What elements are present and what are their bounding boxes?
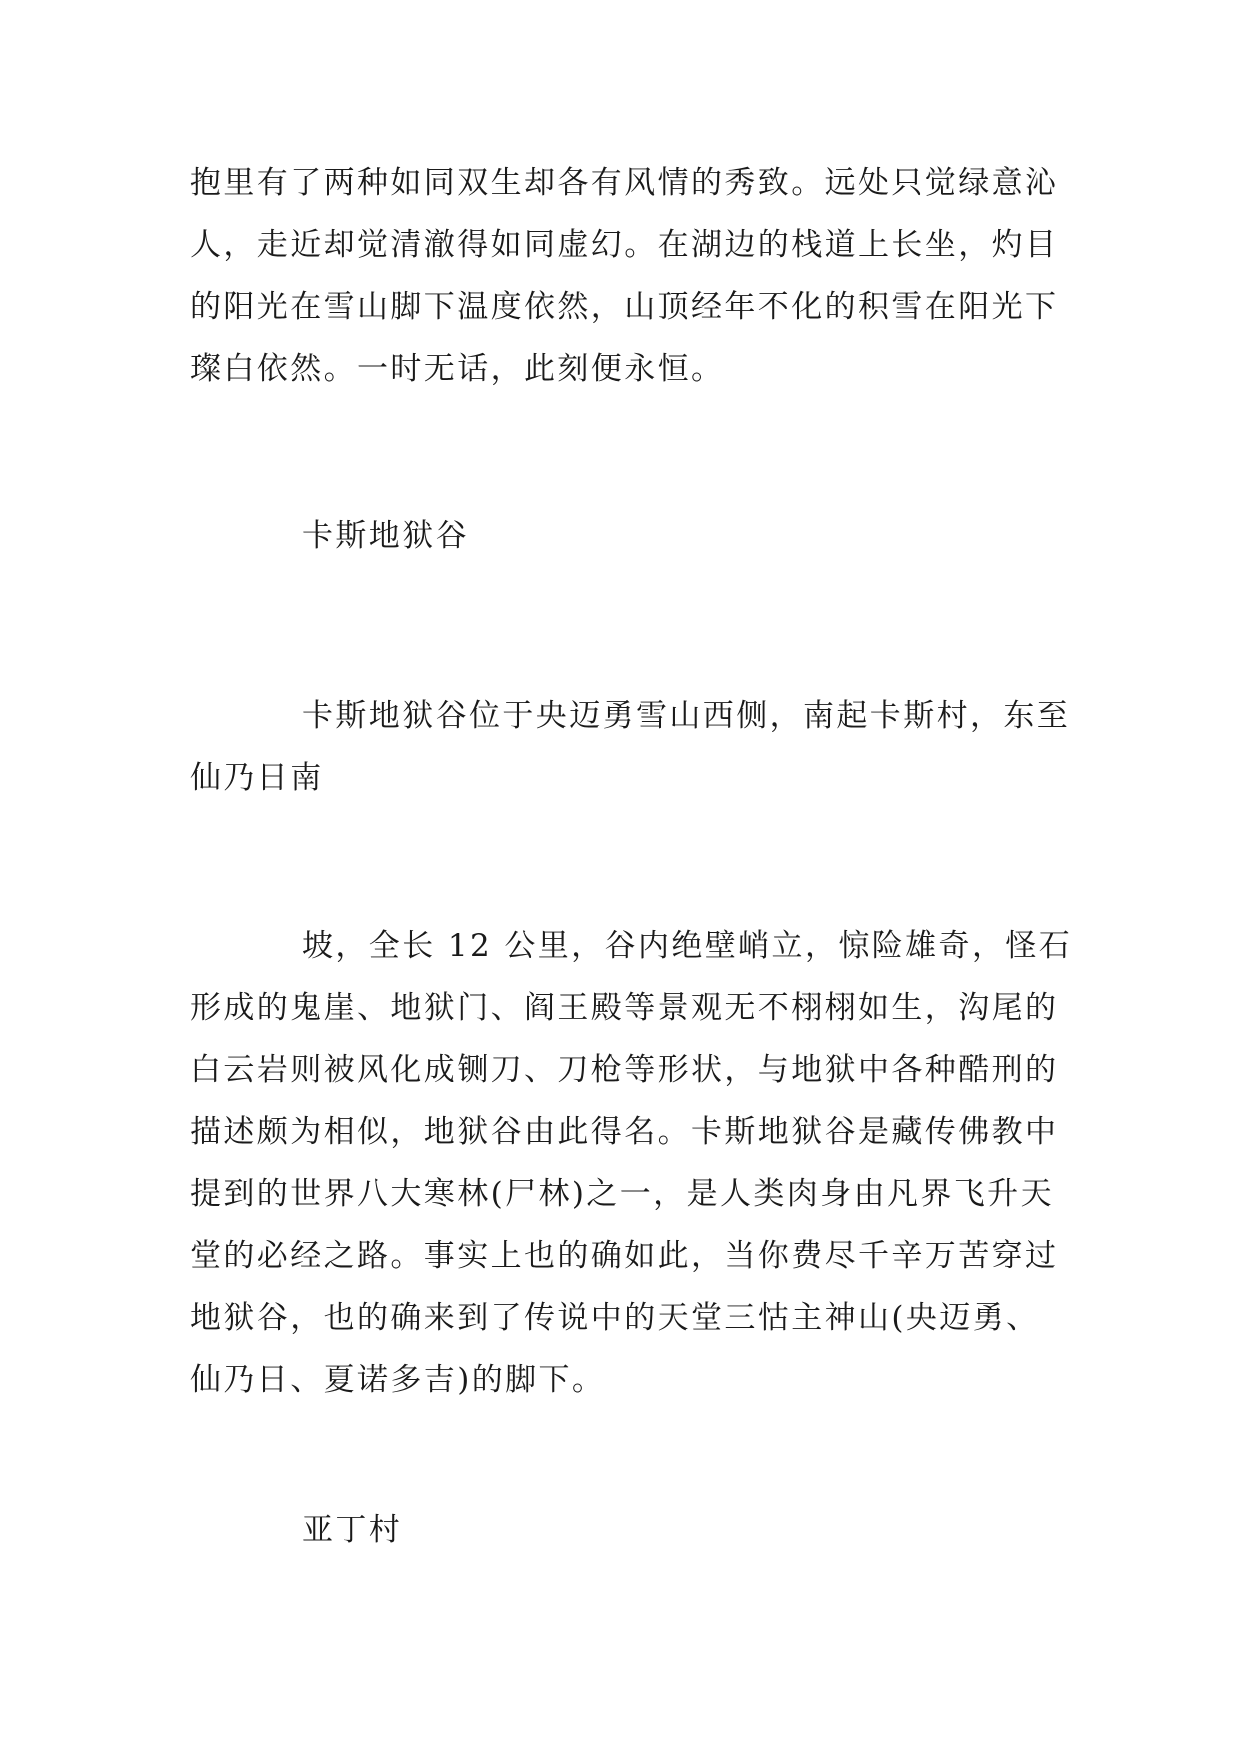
paragraph-kasi-location xyxy=(190,685,1071,809)
paragraph-continued xyxy=(190,152,1059,400)
text-line: 坡，全长 12 公里，谷内绝壁峭立，惊险雄奇，怪石 xyxy=(302,928,1073,964)
text-line: 璨白依然。一时无话，此刻便永恒。 xyxy=(190,351,725,387)
text-line: 的阳光在雪山脚下温度依然，山顶经年不化的积雪在阳光下 xyxy=(190,289,1059,325)
heading-text: 卡斯地狱谷 xyxy=(302,518,469,554)
heading-text: 亚丁村 xyxy=(302,1512,403,1548)
text-line: 地狱谷，也的确来到了传说中的天堂三怙主神山(央迈勇、 xyxy=(190,1300,1040,1336)
section-heading-yading-village xyxy=(190,1499,1052,1561)
text-line: 卡斯地狱谷位于央迈勇雪山西侧，南起卡斯村，东至 xyxy=(302,698,1071,734)
text-line: 抱里有了两种如同双生却各有风情的秀致。远处只觉绿意沁 xyxy=(190,165,1059,201)
text-line: 形成的鬼崖、地狱门、阎王殿等景观无不栩栩如生，沟尾的 xyxy=(190,990,1059,1026)
text-line: 提到的世界八大寒林(尸林)之一，是人类肉身由凡界飞升天 xyxy=(190,1176,1054,1212)
text-line: 仙乃日、夏诺多吉)的脚下。 xyxy=(190,1362,606,1398)
text-line: 人，走近却觉清澈得如同虚幻。在湖边的栈道上长坐，灼目 xyxy=(190,227,1059,263)
text-line: 描述颇为相似，地狱谷由此得名。卡斯地狱谷是藏传佛教中 xyxy=(190,1114,1059,1150)
section-heading-kasi-valley xyxy=(190,505,1052,567)
text-line: 白云岩则被风化成铡刀、刀枪等形状，与地狱中各种酷刑的 xyxy=(190,1052,1059,1088)
paragraph-kasi-description xyxy=(190,915,1073,1411)
text-line: 仙乃日南 xyxy=(190,760,324,796)
text-line: 堂的必经之路。事实上也的确如此，当你费尽千辛万苦穿过 xyxy=(190,1238,1059,1274)
